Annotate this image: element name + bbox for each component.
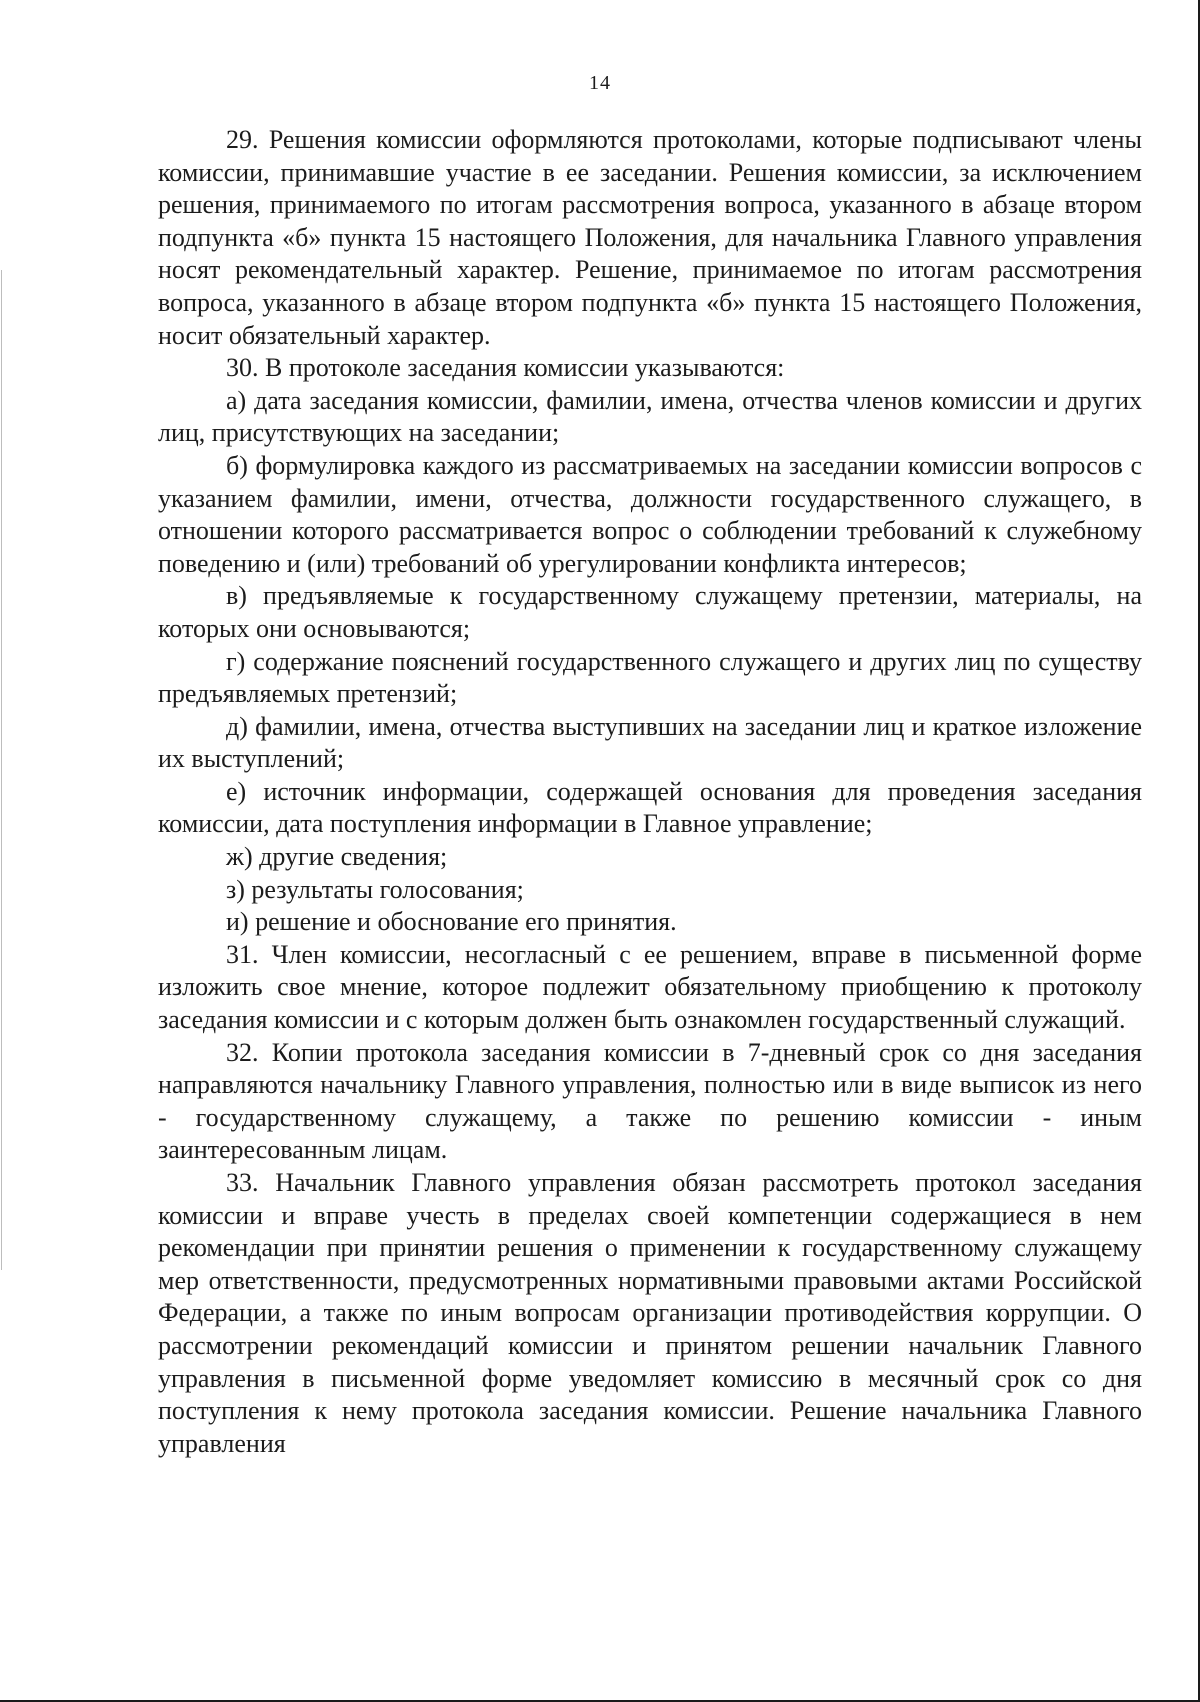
paragraph-30-item-b: б) формулировка каждого из рассматриваемых на заседании комиссии вопросов с указанием фамилии, имени, отчества, должности государственного служащего, в отношении которого рассматривается вопрос о соблюдении требований к служебному поведению и (или) требований об урегулировании конфликта интересов; [158,450,1142,578]
document-body [158,124,1142,1460]
paragraph-30-item-e: е) источник информации, содержащей основания для проведения заседания комиссии, дата поступления информации в Главное управление; [158,776,1142,839]
paragraph-30-item-d: д) фамилии, имена, отчества выступивших на заседании лиц и краткое изложение их выступлений; [158,711,1142,774]
page-number: 14 [589,72,611,94]
paragraph-32: 32. Копии протокола заседания комиссии в 7-дневный срок со дня заседания направляются начальнику Главного управления, полностью или в виде выписок из него - государственному служащему, а также по решению комиссии - иным заинтересованным лицам. [158,1037,1142,1165]
paragraph-30-item-a: а) дата заседания комиссии, фамилии, имена, отчества членов комиссии и других лиц, присутствующих на заседании; [158,385,1142,448]
paragraph-30-item-z: з) результаты голосования; [226,874,524,904]
paragraph-31: 31. Член комиссии, несогласный с ее решением, вправе в письменной форме изложить свое мнение, которое подлежит обязательному приобщению к протоколу заседания комиссии и с которым должен быть ознакомлен государственный служащий. [158,939,1142,1035]
paragraph-30-item-g: г) содержание пояснений государственного служащего и других лиц по существу предъявляемых претензий; [158,646,1142,709]
paragraph-33: 33. Начальник Главного управления обязан рассмотреть протокол заседания комиссии и вправе учесть в пределах своей компетенции содержащиеся в нем рекомендации при принятии решения о применении к государственному служащему мер ответственности, предусмотренных нормативными правовыми актами Российской Федерации, а также по иным вопросам организации противодействия коррупции. О рассмотрении рекомендаций комиссии и принятом решении начальник Главного управления в письменной форме уведомляет комиссию в месячный срок со дня поступления к нему протокола заседания комиссии. Решение начальника Главного управления [158,1168,1142,1458]
paragraph-30-item-zh: ж) другие сведения; [226,842,448,872]
paragraph-30: 30. В протоколе заседания комиссии указываются: [226,353,785,383]
paragraph-29: 29. Решения комиссии оформляются протоколами, которые подписывают члены комиссии, принимавшие участие в ее заседании. Решения комиссии, за исключением решения, принимаемого по итогам рассмотрения вопроса, указанного в абзаце втором подпункта «б» пункта 15 настоящего Положения, для начальника Главного управления носят рекомендательный характер. Решение, принимаемое по итогам рассмотрения вопроса, указанного в абзаце втором подпункта «б» пункта 15 настоящего Положения, носит обязательный характер. [158,125,1142,350]
paragraph-30-item-i: и) решение и обоснование его принятия. [226,907,677,937]
paragraph-30-item-v: в) предъявляемые к государственному служащему претензии, материалы, на которых они основываются; [158,581,1142,643]
scan-edge-left [1,270,2,1270]
